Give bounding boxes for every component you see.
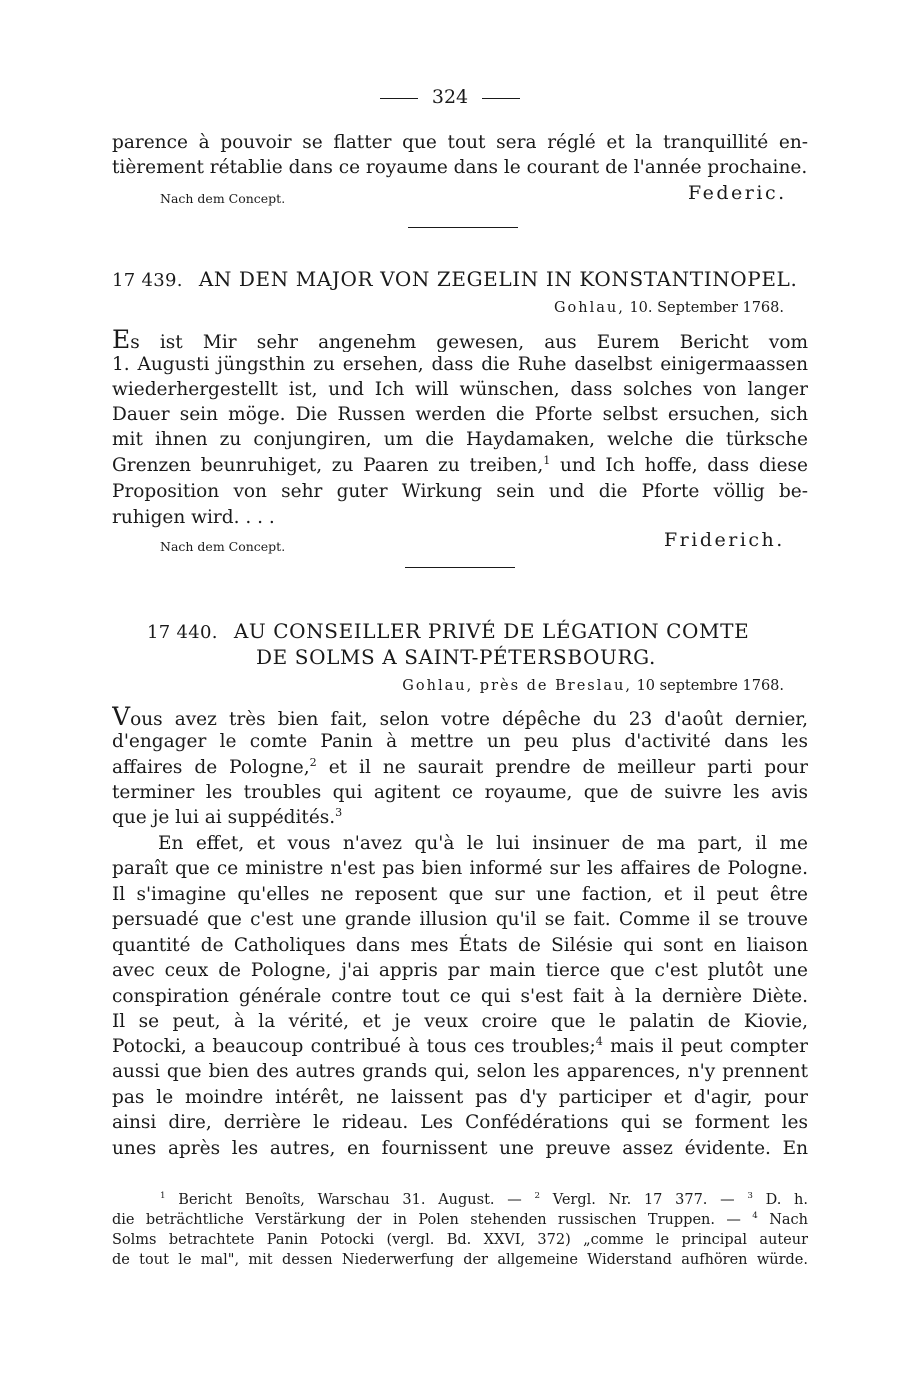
- text-line: parence à pouvoir se flatter que tout sera réglé et la tranquillité en-: [112, 132, 808, 153]
- text-line: unes après les autres, en fournissent une preuve assez évidente. En: [112, 1138, 808, 1159]
- text-line: terminer les troubles qui agitent ce royaume, que de suivre les avis: [112, 782, 808, 803]
- text-line: aussi que bien des autres grands qui, selon les apparences, n'y prennent: [112, 1061, 808, 1082]
- footnote-marker: 2: [309, 756, 317, 769]
- date: 10. September 1768.: [629, 300, 784, 316]
- date: 10 septembre 1768.: [636, 678, 784, 694]
- letter-number: 17 439.: [112, 270, 183, 291]
- letter-title-line2: DE SOLMS A SAINT-PÉTERSBOURG.: [256, 645, 656, 669]
- text-line: Proposition von sehr guter Wirkung sein und die Pforte völlig be-: [112, 481, 808, 502]
- place-date: [554, 300, 784, 316]
- text-line: ruhigen wird. . . .: [112, 507, 275, 528]
- initial-letter: V: [112, 705, 131, 729]
- source-note: Nach dem Concept.: [160, 539, 286, 554]
- text-line: tièrement rétablie dans ce royaume dans le courant de l'année prochaine.: [112, 157, 808, 178]
- text-line: d'engager le comte Panin à mettre un peu plus d'activité dans les: [112, 731, 808, 752]
- letter-number: 17 440.: [147, 622, 218, 643]
- footnote-line: $^1$ Bericht Benoîts, Warschau 31. August. — $^2$ Vergl. Nr. 17 377. — $^3$ D. h.: [160, 1191, 808, 1208]
- footnote-line: de tout le mal", mit dessen Niederwerfung der allgemeine Widerstand aufhören würde.: [112, 1252, 808, 1268]
- footnote-marker: 4: [595, 1035, 603, 1048]
- page-number-dash-right: [482, 98, 520, 99]
- text-line: que je lui ai suppédités.$^3$: [112, 806, 343, 828]
- letter-title: AN DEN MAJOR VON ZEGELIN IN KONSTANTINOPEL.: [198, 267, 798, 291]
- page-number-dash-left: [380, 98, 418, 99]
- place-date: [402, 678, 784, 694]
- source-note: Nach dem Concept.: [160, 191, 286, 206]
- page-number: 324: [0, 86, 900, 108]
- section-divider: [408, 227, 518, 228]
- signature: Federic.: [688, 182, 787, 204]
- text-line: En effet, et vous n'avez qu'à le lui insinuer de ma part, il me: [158, 833, 808, 854]
- footnote-line: die beträchtliche Verstärkung der in Polen stehenden russischen Truppen. — $^4$ Nach: [112, 1211, 808, 1228]
- text-line: affaires de Pologne,$^2$ et il ne saurait prendre de meilleur parti pour: [112, 756, 808, 778]
- place: Gohlau,: [553, 300, 625, 316]
- letter-heading: [112, 267, 797, 291]
- text-line: Il se peut, à la vérité, et je veux croire que le palatin de Kiovie,: [112, 1011, 808, 1032]
- text-line: conspiration générale contre tout ce qui s'est fait à la dernière Diète.: [112, 986, 808, 1007]
- initial-letter: E: [112, 328, 131, 352]
- text-line: Es ist Mir sehr angenehm gewesen, aus Eurem Bericht vom: [112, 328, 808, 352]
- place: Gohlau, près de Breslau,: [402, 678, 632, 694]
- letter-heading: [147, 619, 749, 643]
- footnote-marker: 1: [160, 1191, 166, 1202]
- section-divider: [405, 567, 515, 568]
- text-line: persuadé que c'est une grande illusion qu'il se fait. Comme il se trouve: [112, 909, 808, 930]
- text-line: quantité de Catholiques dans mes États de Silésie qui sont en liaison: [112, 935, 808, 956]
- text-line: Vous avez très bien fait, selon votre dépêche du 23 d'août dernier,: [112, 705, 808, 729]
- footnote-marker: 3: [747, 1191, 753, 1202]
- text-line: Il s'imagine qu'elles ne reposent que sur une faction, et il peut être: [112, 884, 808, 905]
- text-line: Grenzen beunruhiget, zu Paaren zu treiben,$^1$ und Ich hoffe, dass diese: [112, 454, 808, 476]
- footnote-line: Solms betrachtete Panin Potocki (vergl. Bd. XXVI, 372) „comme le principal auteur: [112, 1232, 808, 1248]
- footnote-marker: 2: [534, 1191, 540, 1202]
- text-line: Potocki, a beaucoup contribué à tous ces troubles;$^4$ mais il peut compter: [112, 1035, 808, 1057]
- text-line: mit ihnen zu conjungiren, um die Haydamaken, welche die türksche: [112, 429, 808, 450]
- signature: Friderich.: [664, 529, 785, 551]
- text-line: wiederhergestellt ist, und Ich will wünschen, dass solches von langer: [112, 379, 808, 400]
- footnote-marker: 4: [752, 1211, 758, 1222]
- text-line: pas le moindre intérêt, ne laissent pas d'y participer et d'agir, pour: [112, 1087, 808, 1108]
- letter-title: AU CONSEILLER PRIVÉ DE LÉGATION COMTE: [233, 619, 750, 643]
- footnote-marker: 3: [335, 806, 343, 819]
- text-line: avec ceux de Pologne, j'ai appris par main tierce que c'est plutôt une: [112, 960, 808, 981]
- text-line: Dauer sein möge. Die Russen werden die Pforte selbst ersuchen, sich: [112, 404, 808, 425]
- footnote-marker: 1: [543, 454, 551, 467]
- text-line: paraît que ce ministre n'est pas bien informé sur les affaires de Pologne.: [112, 858, 808, 879]
- text-line: 1. Augusti jüngsthin zu ersehen, dass die Ruhe daselbst einigermaassen: [112, 354, 808, 375]
- text-line: ainsi dire, derrière le rideau. Les Confédérations qui se forment les: [112, 1112, 808, 1133]
